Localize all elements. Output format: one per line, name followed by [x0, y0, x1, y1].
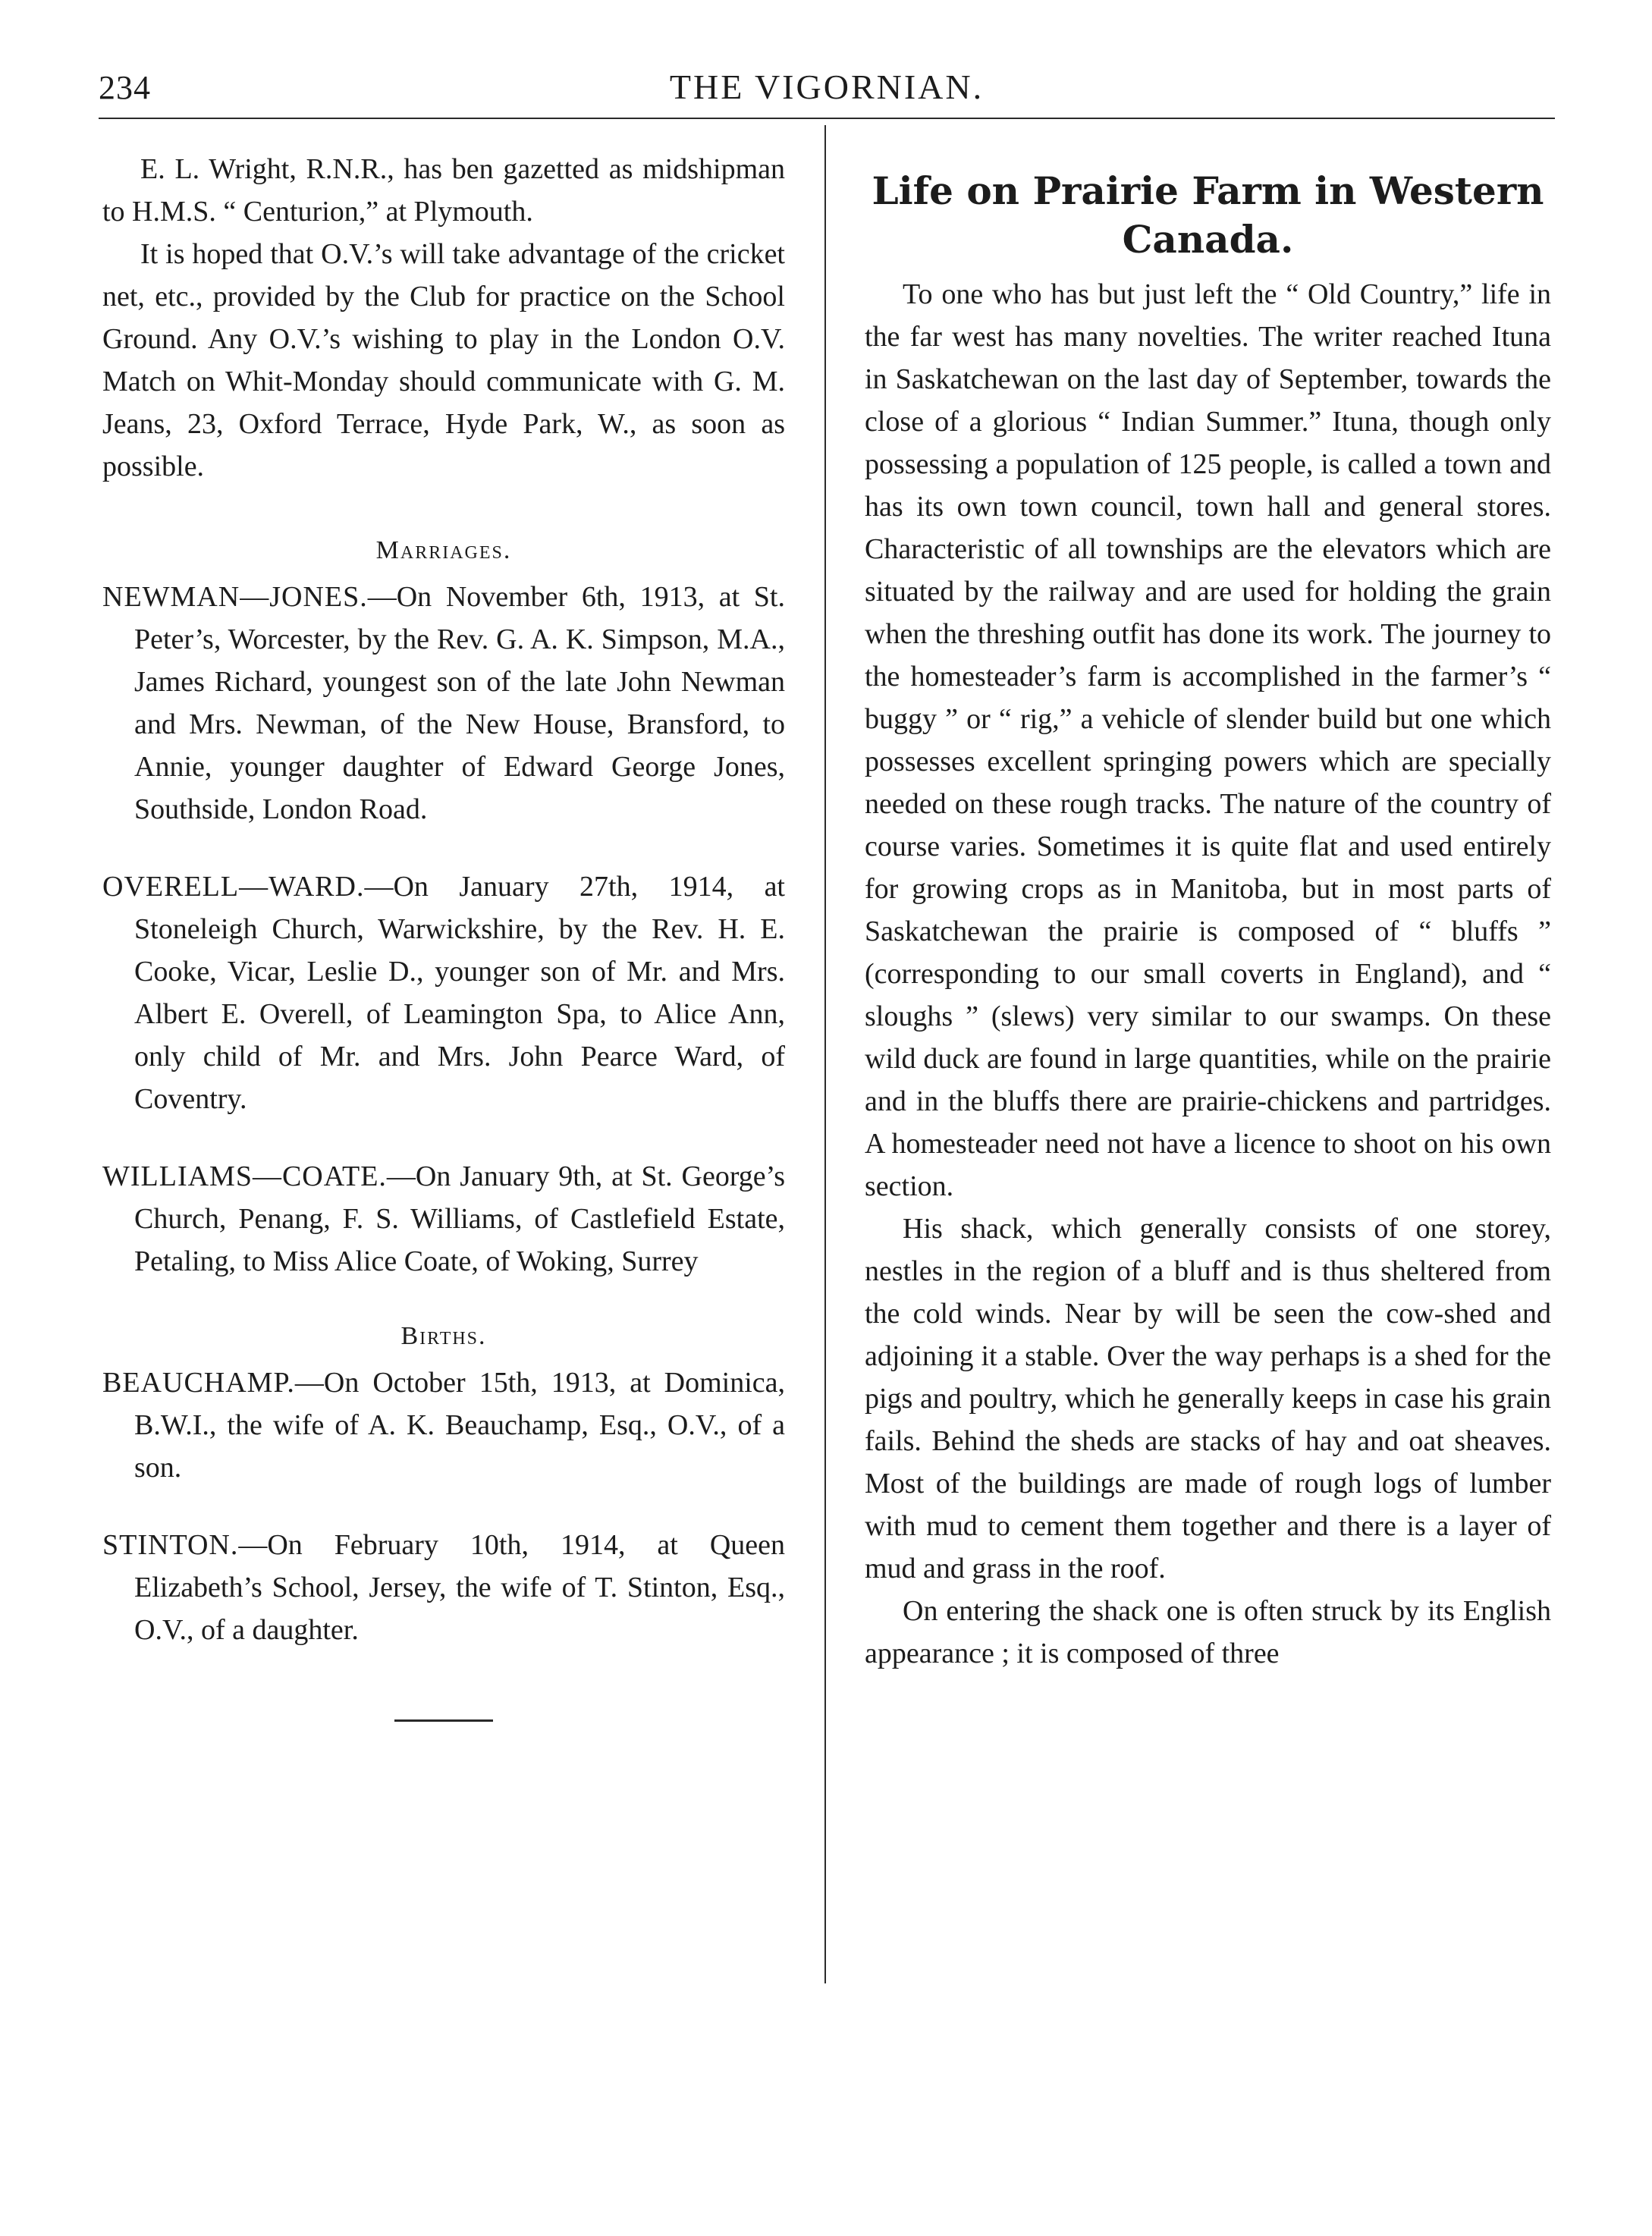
article-paragraph: To one who has but just left the “ Old Country,” life in the far west has many novelties. The writer reached Ituna in Saskatchewan on the last day of September, towards the close of a glorious “ Indian Summer.” Ituna, though only possessing a population of 125 people, is called a town and has its own town council, town hall and general stores. Characteristic of all townships are the elevators which are situated by the railway and are used for holding the grain when the threshing outfit has done its work. The journey to the homesteader’s farm is accomplished in the farmer’s “ buggy ” or “ rig,” a vehicle of slender build but one which possesses excellent springing powers which are specially needed on these rough tracks. The nature of the country of course varies. Sometimes it is quite flat and used entirely for growing crops as in Manitoba, but in most parts of Saskatchewan the prairie is composed of “ bluffs ” (corresponding to our small coverts in England), and “ sloughs ” (slews) very similar to our swamps. On these wild duck are found in large quantities, while on the prairie and in the bluffs there are prairie-chickens and partridges. A homesteader need not have a licence to shoot on his own section. [865, 278, 1551, 1202]
column-divider [824, 125, 826, 1983]
section-end-rule [394, 1719, 493, 1722]
birth-entry [102, 1361, 785, 1489]
marriage-entry [102, 1155, 785, 1283]
entry-name: OVERELL—WARD. [102, 871, 365, 903]
page-number: 234 [99, 69, 151, 106]
entry-name: BEAUCHAMP. [102, 1367, 295, 1399]
article-title: Life on Prairie Farm in Western Canada. [872, 168, 1544, 262]
running-title: THE VIGORNIAN. [669, 68, 985, 106]
entry-name: STINTON. [102, 1529, 239, 1561]
entry-text: —On October 15th, 1913, at Dominica, B.W.I., the wife of A. K. Beauchamp, Esq., O.V., of a son. [134, 1367, 785, 1484]
left-column [102, 148, 785, 1722]
births-heading: Births. [400, 1322, 487, 1350]
marriages-heading: Marriages. [375, 536, 512, 564]
page-header [99, 59, 1555, 120]
entry-text: —On February 10th, 1914, at Queen Elizabeth’s School, Jersey, the wife of T. Stinton, Esq., O.V., of a daughter. [134, 1529, 785, 1646]
entry-text: —On November 6th, 1913, at St. Peter’s, Worcester, by the Rev. G. A. K. Simpson, M.A., James Richard, youngest son of the late John Newman and Mrs. Newman, of the New House, Bransford, to Annie, younger daughter of Edward George Jones, Southside, London Road. [134, 581, 785, 825]
entry-text: —On January 9th, at St. George’s Church, Penang, F. S. Williams, of Castlefield Estate, Petaling, to Miss Alice Coate, of Woking, Surrey [134, 1160, 785, 1277]
marriage-entry [102, 865, 785, 1120]
entry-name: NEWMAN—JONES. [102, 581, 368, 613]
birth-entry [102, 1524, 785, 1651]
notice-paragraph: It is hoped that O.V.’s will take advantage of the cricket net, etc., provided by the Club for practice on the School Ground. Any O.V.’s wishing to play in the London O.V. Match on Whit-Monday should communicate with G. M. Jeans, 23, Oxford Terrace, Hyde Park, W., as soon as possible. [102, 238, 785, 482]
entry-text: —On January 27th, 1914, at Stoneleigh Church, Warwickshire, by the Rev. H. E. Cooke, Vicar, Leslie D., younger son of Mr. and Mrs. Albert E. Overell, of Leamington Spa, to Alice Ann, only child of Mr. and Mrs. John Pearce Ward, of Coventry. [134, 871, 785, 1115]
right-column [865, 167, 1551, 1675]
header-rule [99, 118, 1555, 119]
article-paragraph: His shack, which generally consists of one storey, nestles in the region of a bluff and is thus sheltered from the cold winds. Near by will be seen the cow-shed and adjoining it a stable. Over the way perhaps is a shed for the pigs and poultry, which he generally keeps in case his grain fails. Behind the sheds are stacks of hay and oat sheaves. Most of the buildings are made of rough logs of lumber with mud to cement them together and there is a layer of mud and grass in the roof. [865, 1213, 1551, 1584]
notice-paragraph: E. L. Wright, R.N.R., has ben gazetted as midshipman to H.M.S. “ Centurion,” at Plymouth. [102, 153, 785, 228]
marriage-entry [102, 576, 785, 831]
article-paragraph: On entering the shack one is often struck by its English appearance ; it is composed of three [865, 1595, 1551, 1669]
entry-name: WILLIAMS—COATE. [102, 1160, 387, 1192]
